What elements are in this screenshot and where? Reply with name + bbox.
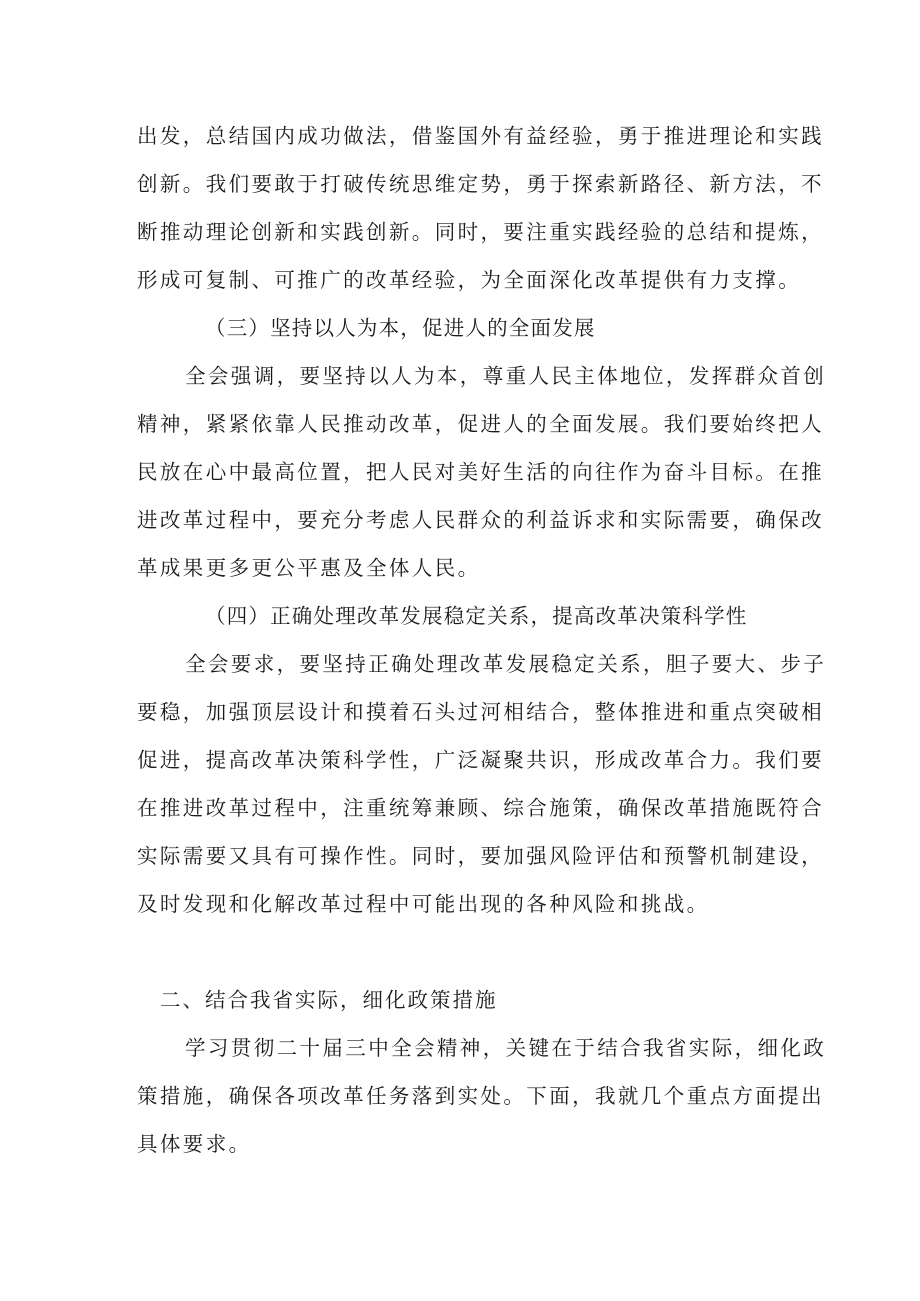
paragraph-line: 精神，紧紧依靠人民推动改革，促进人的全面发展。我们要始终把人	[137, 412, 824, 436]
paragraph-line: 革成果更多更公平惠及全体人民。	[137, 556, 481, 580]
paragraph-line: 全会强调，要坚持以人为本，尊重人民主体地位，发挥群众首创	[185, 364, 827, 388]
section-heading-two: 二、结合我省实际，细化政策措施	[160, 988, 498, 1012]
paragraph-line: 进改革过程中，要充分考虑人民群众的利益诉求和实际需要，确保改	[137, 508, 824, 532]
paragraph-line: 及时发现和化解改革过程中可能出现的各种风险和挑战。	[137, 892, 710, 916]
paragraph-line: 民放在心中最高位置，把人民对美好生活的向往作为奋斗目标。在推	[137, 460, 824, 484]
subheading-three: （三）坚持以人为本，促进人的全面发展	[205, 316, 596, 340]
paragraph-line: 要稳，加强顶层设计和摸着石头过河相结合，整体推进和重点突破相	[137, 700, 824, 724]
paragraph-line: 策措施，确保各项改革任务落到实处。下面，我就几个重点方面提出	[137, 1084, 824, 1108]
paragraph-line: 形成可复制、可推广的改革经验，为全面深化改革提供有力支撑。	[137, 268, 802, 292]
paragraph-line: 具体要求。	[137, 1132, 252, 1156]
paragraph-line: 创新。我们要敢于打破传统思维定势，勇于探索新路径、新方法，不	[137, 172, 824, 196]
paragraph-line: 学习贯彻二十届三中全会精神，关键在于结合我省实际，细化政	[185, 1036, 827, 1060]
paragraph-line: 出发，总结国内成功做法，借鉴国外有益经验，勇于推进理论和实践	[137, 124, 824, 148]
paragraph-line: 实际需要又具有可操作性。同时，要加强风险评估和预警机制建设，	[137, 844, 824, 868]
paragraph-line: 断推动理论创新和实践创新。同时，要注重实践经验的总结和提炼，	[137, 220, 824, 244]
paragraph-line: 在推进改革过程中，注重统筹兼顾、综合施策，确保改革措施既符合	[137, 796, 824, 820]
paragraph-line: 促进，提高改革决策科学性，广泛凝聚共识，形成改革合力。我们要	[137, 748, 824, 772]
subheading-four: （四）正确处理改革发展稳定关系，提高改革决策科学性	[205, 604, 748, 628]
paragraph-line: 全会要求，要坚持正确处理改革发展稳定关系，胆子要大、步子	[185, 652, 827, 676]
